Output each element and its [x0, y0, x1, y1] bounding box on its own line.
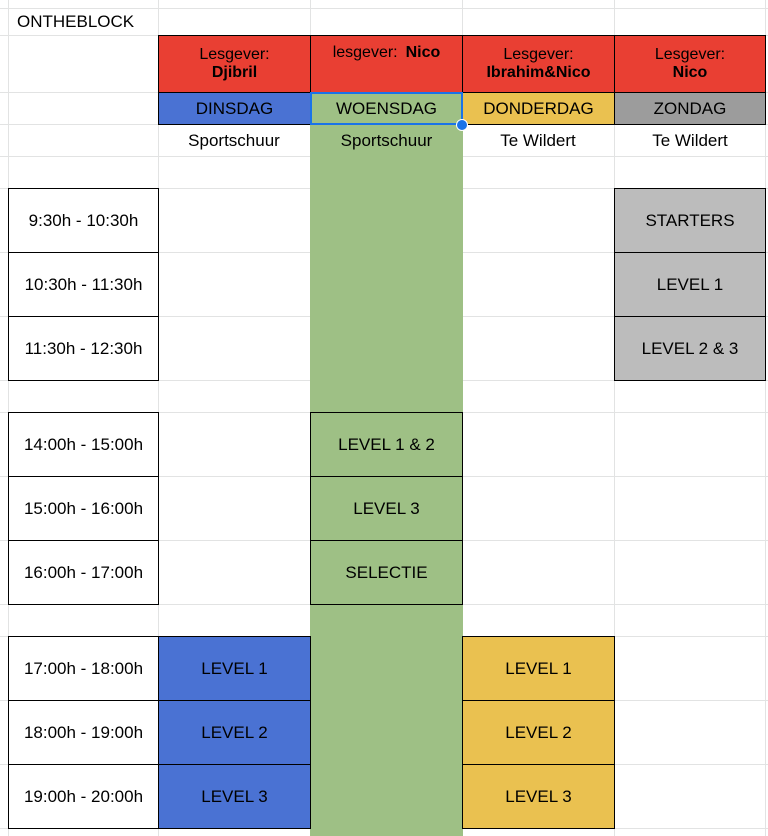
class-cell-dinsdag[interactable]	[158, 636, 311, 701]
class-text: LEVEL 2 & 3	[641, 338, 739, 358]
sheet-title: ONTHEBLOCK	[17, 12, 135, 32]
class-text: SELECTIE	[345, 562, 428, 582]
class-text: LEVEL 1	[656, 274, 724, 294]
time-text: 11:30h - 12:30h	[24, 338, 143, 358]
teacher-cell-dinsdag[interactable]	[158, 35, 311, 93]
teacher-name: Nico	[405, 44, 441, 61]
class-text: LEVEL 1	[201, 658, 268, 678]
class-cell-dinsdag[interactable]	[158, 700, 311, 765]
teacher-label: lesgever:	[332, 44, 398, 61]
location-cell-donderdag[interactable]	[462, 125, 614, 156]
time-text: 14:00h - 15:00h	[23, 434, 144, 454]
class-text: STARTERS	[645, 210, 735, 230]
time-cell[interactable]	[8, 412, 159, 477]
time-text: 9:30h - 10:30h	[28, 210, 139, 230]
time-cell[interactable]	[8, 636, 159, 701]
teacher-label: Lesgever:	[654, 45, 726, 63]
teacher-name: Ibrahim&Nico	[486, 64, 591, 81]
teacher-label: Lesgever:	[503, 45, 574, 63]
day-header-dinsdag[interactable]	[158, 92, 311, 125]
day-label: DINSDAG	[195, 98, 274, 118]
day-label: ZONDAG	[653, 98, 727, 118]
time-text: 16:00h - 17:00h	[23, 562, 144, 582]
class-text: LEVEL 2	[201, 722, 268, 742]
location-cell-woensdag[interactable]	[310, 125, 463, 156]
time-cell[interactable]	[8, 764, 159, 829]
class-cell-zondag[interactable]	[614, 188, 766, 253]
sheet-title-cell[interactable]	[9, 9, 158, 35]
teacher-name: Nico	[672, 64, 708, 81]
class-cell-dinsdag[interactable]	[158, 764, 311, 829]
time-cell[interactable]	[8, 316, 159, 381]
location-cell-dinsdag[interactable]	[158, 125, 310, 156]
class-text: LEVEL 1 & 2	[338, 434, 435, 454]
class-text: LEVEL 2	[505, 722, 572, 742]
time-cell[interactable]	[8, 188, 159, 253]
class-text: LEVEL 3	[353, 498, 420, 518]
class-cell-woensdag[interactable]	[310, 476, 463, 541]
time-text: 18:00h - 19:00h	[23, 722, 144, 742]
teacher-name: Djibril	[211, 64, 258, 81]
teacher-label: Lesgever:	[199, 45, 270, 63]
time-text: 17:00h - 18:00h	[23, 658, 144, 678]
location-text: Te Wildert	[652, 130, 728, 150]
fill-handle[interactable]	[456, 119, 468, 131]
time-cell[interactable]	[8, 252, 159, 317]
day-header-zondag[interactable]	[614, 92, 766, 125]
cell-selection-outline	[310, 92, 463, 125]
time-cell[interactable]	[8, 700, 159, 765]
class-cell-zondag[interactable]	[614, 316, 766, 381]
day-label: DONDERDAG	[483, 98, 594, 118]
location-cell-zondag[interactable]	[614, 125, 766, 156]
time-cell[interactable]	[8, 476, 159, 541]
class-cell-donderdag[interactable]	[462, 700, 615, 765]
teacher-cell-zondag[interactable]	[614, 35, 766, 93]
class-text: LEVEL 3	[201, 786, 268, 806]
teacher-cell-woensdag[interactable]	[310, 35, 463, 93]
location-text: Te Wildert	[500, 130, 576, 150]
day-label: WOENSDAG	[335, 98, 438, 118]
class-cell-zondag[interactable]	[614, 252, 766, 317]
class-cell-donderdag[interactable]	[462, 636, 615, 701]
class-cell-woensdag[interactable]	[310, 412, 463, 477]
day-header-donderdag[interactable]	[462, 92, 615, 125]
time-text: 15:00h - 16:00h	[23, 498, 144, 518]
class-cell-donderdag[interactable]	[462, 764, 615, 829]
teacher-cell-donderdag[interactable]	[462, 35, 615, 93]
class-cell-woensdag[interactable]	[310, 540, 463, 605]
class-text: LEVEL 3	[505, 786, 572, 806]
location-text: Sportschuur	[340, 130, 433, 150]
time-cell[interactable]	[8, 540, 159, 605]
time-text: 10:30h - 11:30h	[24, 274, 143, 294]
location-text: Sportschuur	[188, 130, 280, 150]
class-text: LEVEL 1	[505, 658, 572, 678]
time-text: 19:00h - 20:00h	[23, 786, 144, 806]
